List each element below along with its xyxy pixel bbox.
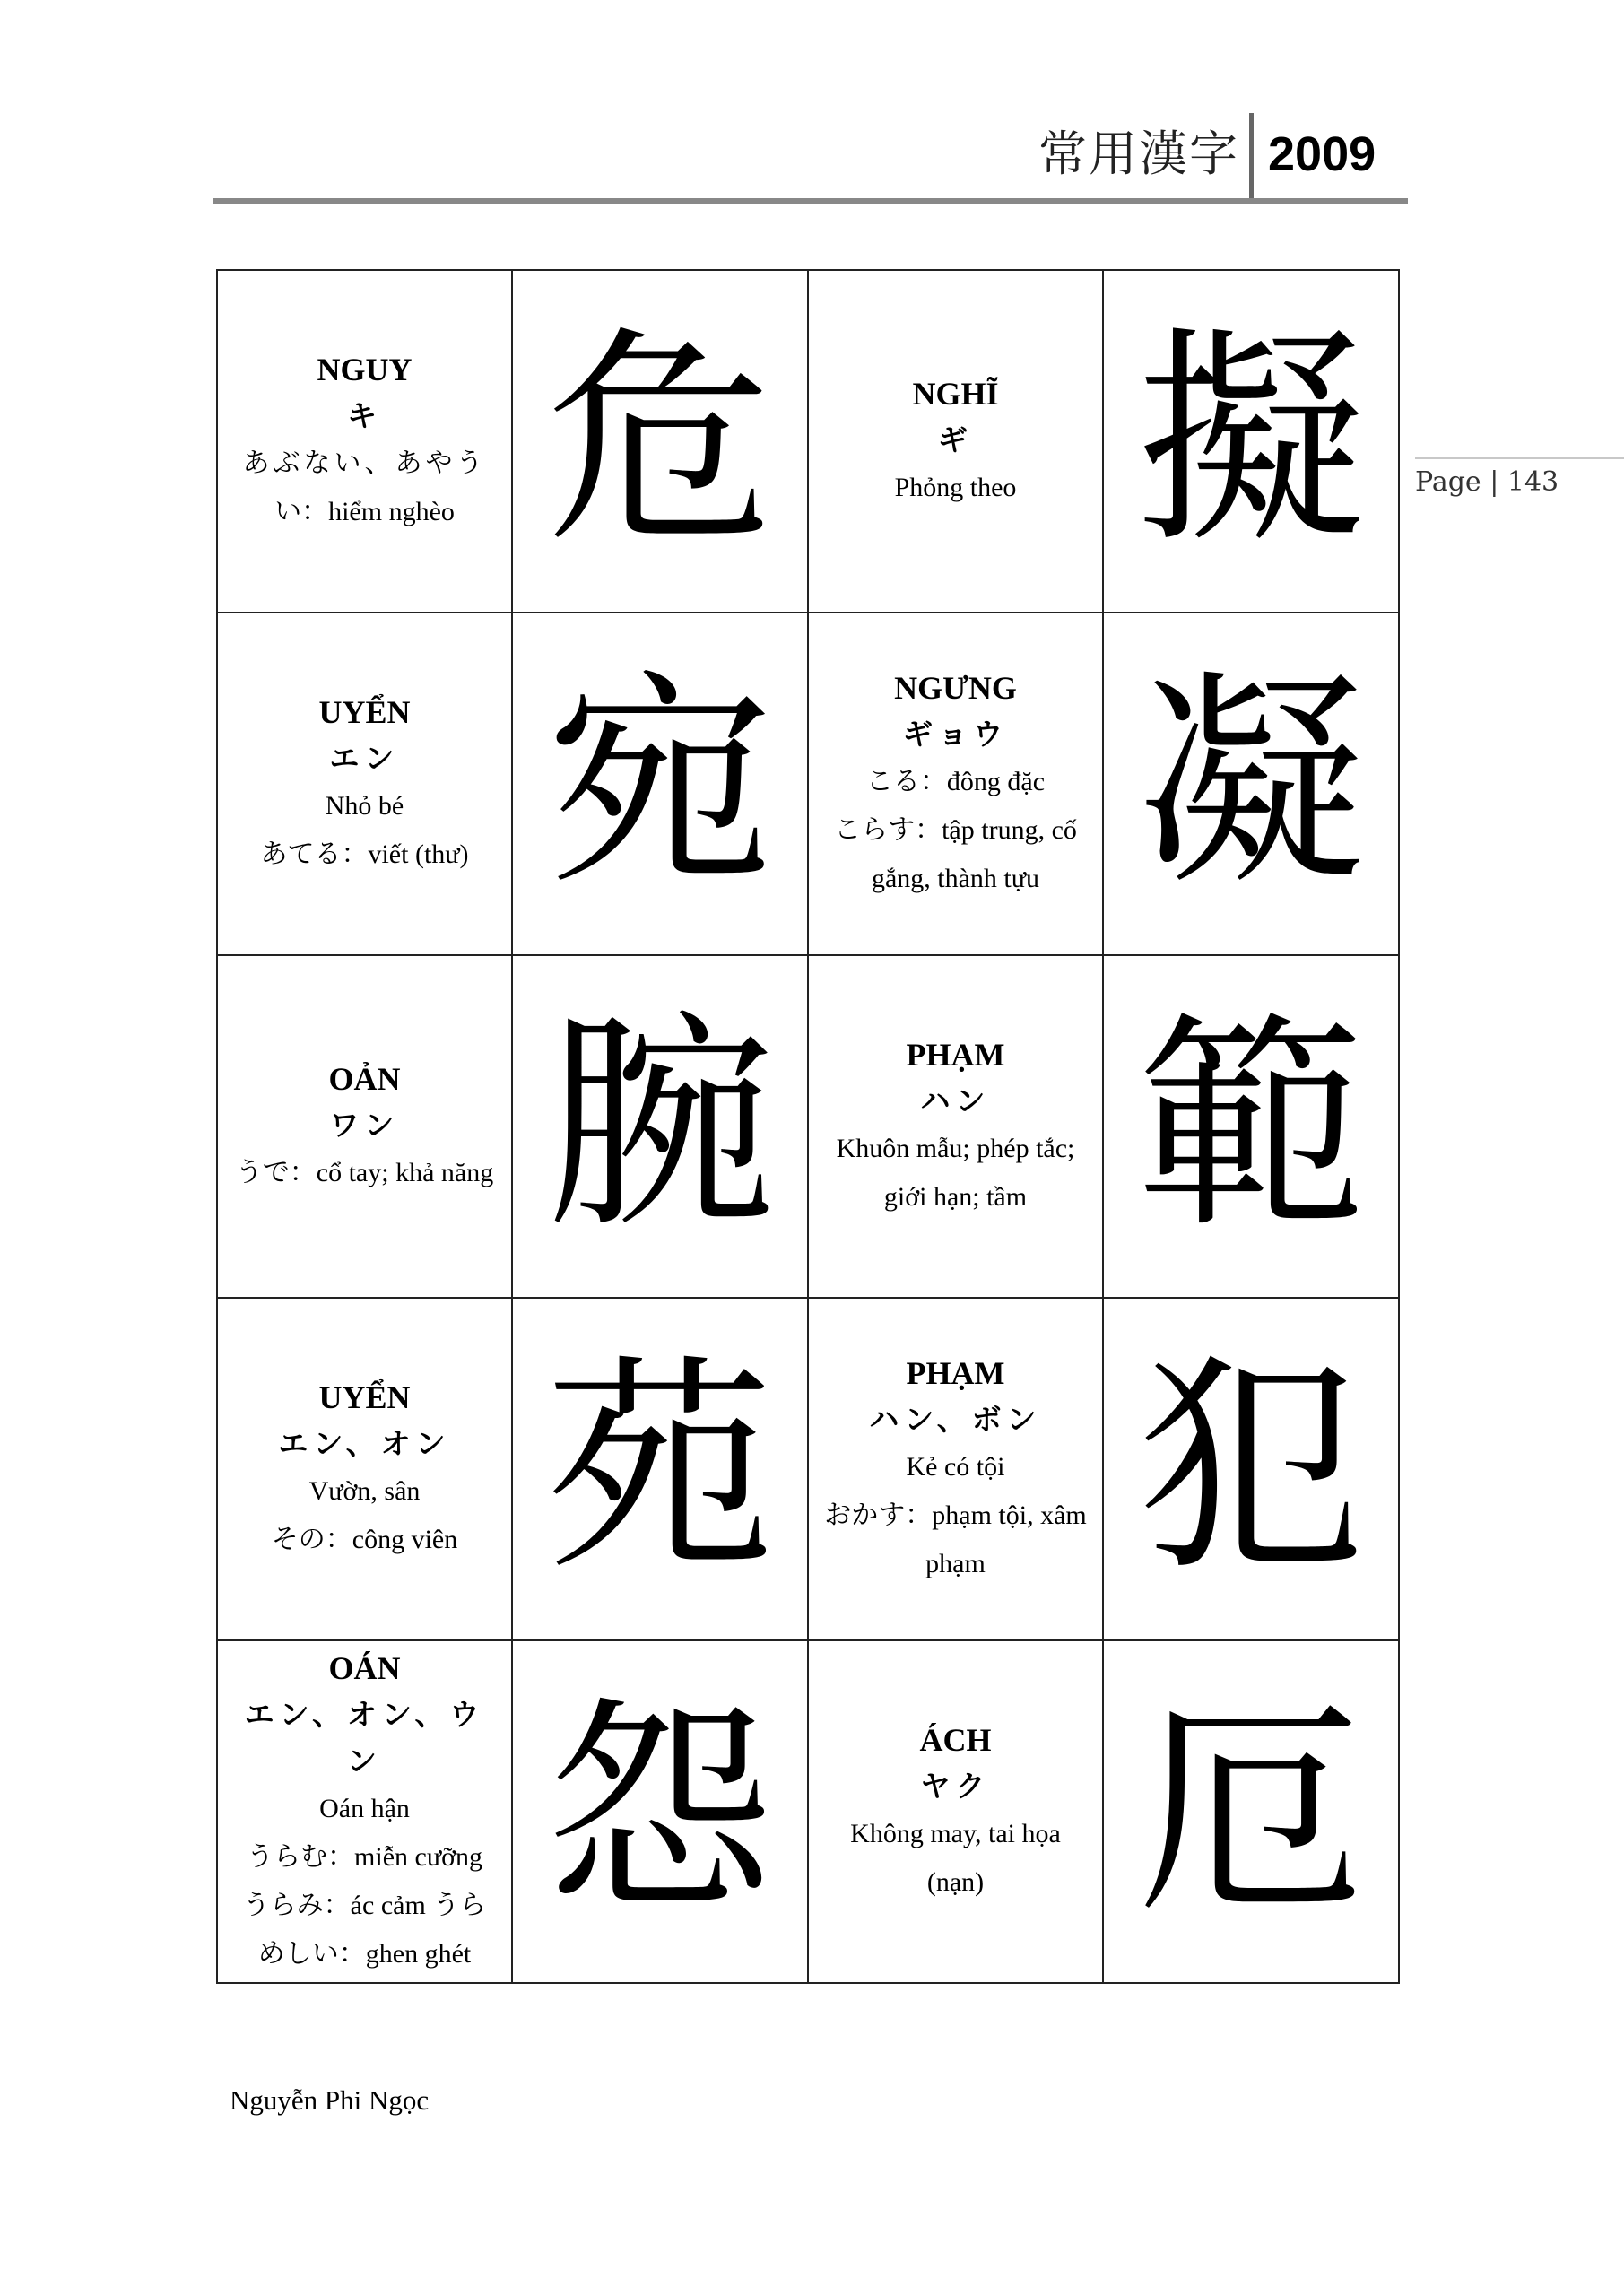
meaning-line: giới hạn; tầm — [883, 1182, 1028, 1212]
onyomi-reading: キ — [347, 398, 382, 433]
hanviet-reading: PHẠM — [906, 1355, 1005, 1391]
kanji-glyph-cell — [512, 1640, 808, 1983]
kanji-info-cell — [217, 270, 512, 613]
table-row — [217, 1298, 1399, 1640]
onyomi-reading: ハン、ボン — [869, 1402, 1042, 1437]
header-year: 2009 — [1268, 127, 1376, 181]
kanji-character: 宛 — [545, 650, 775, 917]
kanji-table — [216, 269, 1400, 1984]
onyomi-reading: エン — [329, 741, 400, 776]
meaning-line: Vườn, sân — [308, 1476, 421, 1506]
onyomi-reading-continued: ン — [347, 1744, 382, 1779]
table-row — [217, 1640, 1399, 1983]
kanji-info-cell — [808, 1640, 1103, 1983]
onyomi-reading: ギ — [938, 422, 973, 457]
hanviet-reading: NGUY — [317, 352, 413, 387]
kanji-character: 苑 — [545, 1335, 775, 1602]
kanji-info-cell — [217, 1298, 512, 1640]
kanji-glyph-cell — [1103, 1298, 1399, 1640]
hanviet-reading: ÁCH — [919, 1722, 992, 1758]
kanji-glyph-cell — [512, 270, 808, 613]
header-divider — [1249, 113, 1254, 200]
meaning-line: うらむ：miễn cưỡng — [247, 1842, 482, 1872]
meaning-line: phạm — [925, 1549, 986, 1578]
onyomi-reading: エン、オン — [278, 1426, 451, 1461]
kanji-character: 犯 — [1136, 1335, 1366, 1602]
meaning-line: い：hiểm nghèo — [274, 497, 455, 526]
onyomi-reading: エン、オン、ウ — [244, 1697, 485, 1732]
table-row — [217, 613, 1399, 955]
meaning-line: こらす：tập trung, cố — [834, 815, 1077, 845]
hanviet-reading: PHẠM — [906, 1037, 1005, 1073]
kanji-info-cell — [808, 955, 1103, 1298]
meaning-line: その：công viên — [271, 1525, 458, 1554]
kanji-glyph-cell — [512, 955, 808, 1298]
meaning-line: こる：đông đặc — [865, 767, 1046, 796]
kanji-info-cell — [217, 955, 512, 1298]
kanji-glyph-cell — [512, 1298, 808, 1640]
hanviet-reading: NGƯNG — [894, 670, 1017, 706]
kanji-glyph-cell — [1103, 270, 1399, 613]
meaning-line: あてる：viết (thư) — [260, 839, 469, 869]
meaning-line: うで：cổ tay; khả năng — [235, 1158, 494, 1187]
table-row — [217, 955, 1399, 1298]
kanji-info-cell — [808, 270, 1103, 613]
kanji-info-cell — [217, 1640, 512, 1983]
meaning-line: Khuôn mẫu; phép tắc; — [836, 1134, 1075, 1163]
onyomi-reading: ヤク — [920, 1769, 991, 1804]
meaning-line: Phỏng theo — [894, 473, 1017, 502]
kanji-info-cell — [217, 613, 512, 955]
meaning-line: gắng, thành tựu — [871, 864, 1040, 893]
hanviet-reading: OẢN — [328, 1061, 401, 1097]
hanviet-reading: UYỂN — [318, 694, 411, 730]
footer-author: Nguyễn Phi Ngọc — [230, 2084, 430, 2116]
kanji-info-cell — [808, 613, 1103, 955]
onyomi-reading: ギョウ — [903, 717, 1008, 752]
kanji-info-cell — [808, 1298, 1103, 1640]
meaning-line: あぶない、あやう — [242, 448, 487, 479]
meaning-line: (nạn) — [926, 1867, 985, 1897]
hanviet-reading: OÁN — [328, 1650, 401, 1686]
meaning-line: Không may, tai họa — [850, 1819, 1061, 1848]
header-title: 常用漢字 — [1038, 126, 1239, 182]
onyomi-reading: ハン — [920, 1083, 991, 1118]
kanji-glyph-cell — [512, 613, 808, 955]
meaning-line: Nhỏ bé — [325, 791, 404, 821]
hanviet-reading: NGHĨ — [912, 376, 999, 412]
kanji-character: 擬 — [1136, 308, 1366, 574]
kanji-character: 怨 — [545, 1678, 775, 1944]
meaning-line: Oán hận — [319, 1794, 410, 1823]
kanji-character: 凝 — [1136, 650, 1366, 917]
meaning-line: うらみ：ác cảm うら — [242, 1891, 487, 1920]
meaning-line: おかす：phạm tội, xâm — [824, 1500, 1087, 1530]
hanviet-reading: UYỂN — [318, 1379, 411, 1415]
page-number-rule — [1415, 457, 1624, 459]
table-row — [217, 270, 1399, 613]
kanji-character: 範 — [1136, 993, 1366, 1259]
meaning-line: めしい：ghen ghét — [257, 1939, 472, 1969]
header-rule — [213, 198, 1408, 204]
kanji-character: 危 — [545, 308, 775, 574]
page-number: Page | 143 — [1415, 466, 1559, 498]
meaning-line: Kẻ có tội — [906, 1452, 1005, 1482]
kanji-character: 腕 — [545, 993, 775, 1259]
onyomi-reading: ワン — [329, 1108, 400, 1143]
kanji-character: 厄 — [1136, 1678, 1366, 1944]
kanji-glyph-cell — [1103, 613, 1399, 955]
kanji-glyph-cell — [1103, 955, 1399, 1298]
kanji-glyph-cell — [1103, 1640, 1399, 1983]
